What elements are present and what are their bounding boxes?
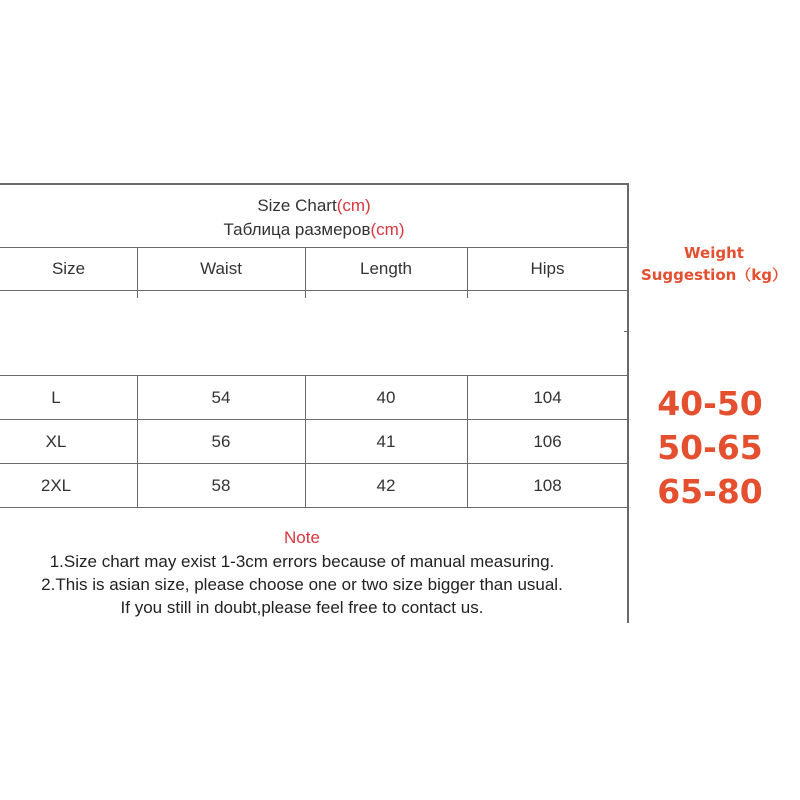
weight-value-2xl: 65-80 (657, 472, 763, 511)
chart-title-ru-text: Таблица размеров (223, 220, 371, 239)
chart-title-ru-unit: (cm) (370, 220, 405, 239)
header-hips: Hips (530, 259, 565, 278)
table-top-border (0, 183, 628, 185)
cell-length-2xl: 42 (376, 476, 396, 495)
cell-hips-l: 104 (533, 388, 562, 407)
weight-value-xl: 50-65 (657, 428, 763, 467)
cell-hips-xl: 106 (533, 432, 562, 451)
right-tick (624, 331, 628, 332)
header-size: Size (51, 259, 86, 278)
cell-size-2xl: 2XL (40, 476, 72, 495)
weight-value-l: 40-50 (657, 384, 763, 423)
cell-waist-2xl: 58 (211, 476, 231, 495)
note-title: Note (284, 528, 320, 547)
header-waist: Waist (200, 259, 242, 278)
size-chart (0, 183, 628, 623)
chart-title-ru (0, 220, 628, 240)
note-line-2: 2.This is asian size, please choose one or two size bigger than usual. (41, 575, 563, 594)
title-divider (0, 247, 628, 248)
row-xl-top-divider (0, 419, 628, 420)
cell-hips-2xl: 108 (533, 476, 562, 495)
cell-length-xl: 41 (376, 432, 396, 451)
chart-title-en-unit: (cm) (336, 196, 371, 215)
weight-title-line1: Weight (684, 244, 744, 262)
note-line-3: If you still in doubt,please feel free to contact us. (120, 598, 484, 617)
header-length: Length (360, 259, 412, 278)
row-2xl-top-divider (0, 463, 628, 464)
chart-title-en-text: Size Chart (257, 196, 337, 215)
cell-length-l: 40 (376, 388, 396, 407)
note-divider (0, 507, 628, 508)
cell-size-l: L (51, 388, 61, 407)
cell-size-xl: XL (45, 432, 67, 451)
note-line-1: 1.Size chart may exist 1-3cm errors because of manual measuring. (49, 552, 555, 571)
header-divider (0, 290, 628, 291)
row-l-top-divider (0, 375, 628, 376)
cell-waist-l: 54 (211, 388, 231, 407)
chart-title-en (0, 196, 628, 216)
weight-title-line2: Suggestion（kg） (640, 266, 788, 284)
cell-waist-xl: 56 (211, 432, 231, 451)
